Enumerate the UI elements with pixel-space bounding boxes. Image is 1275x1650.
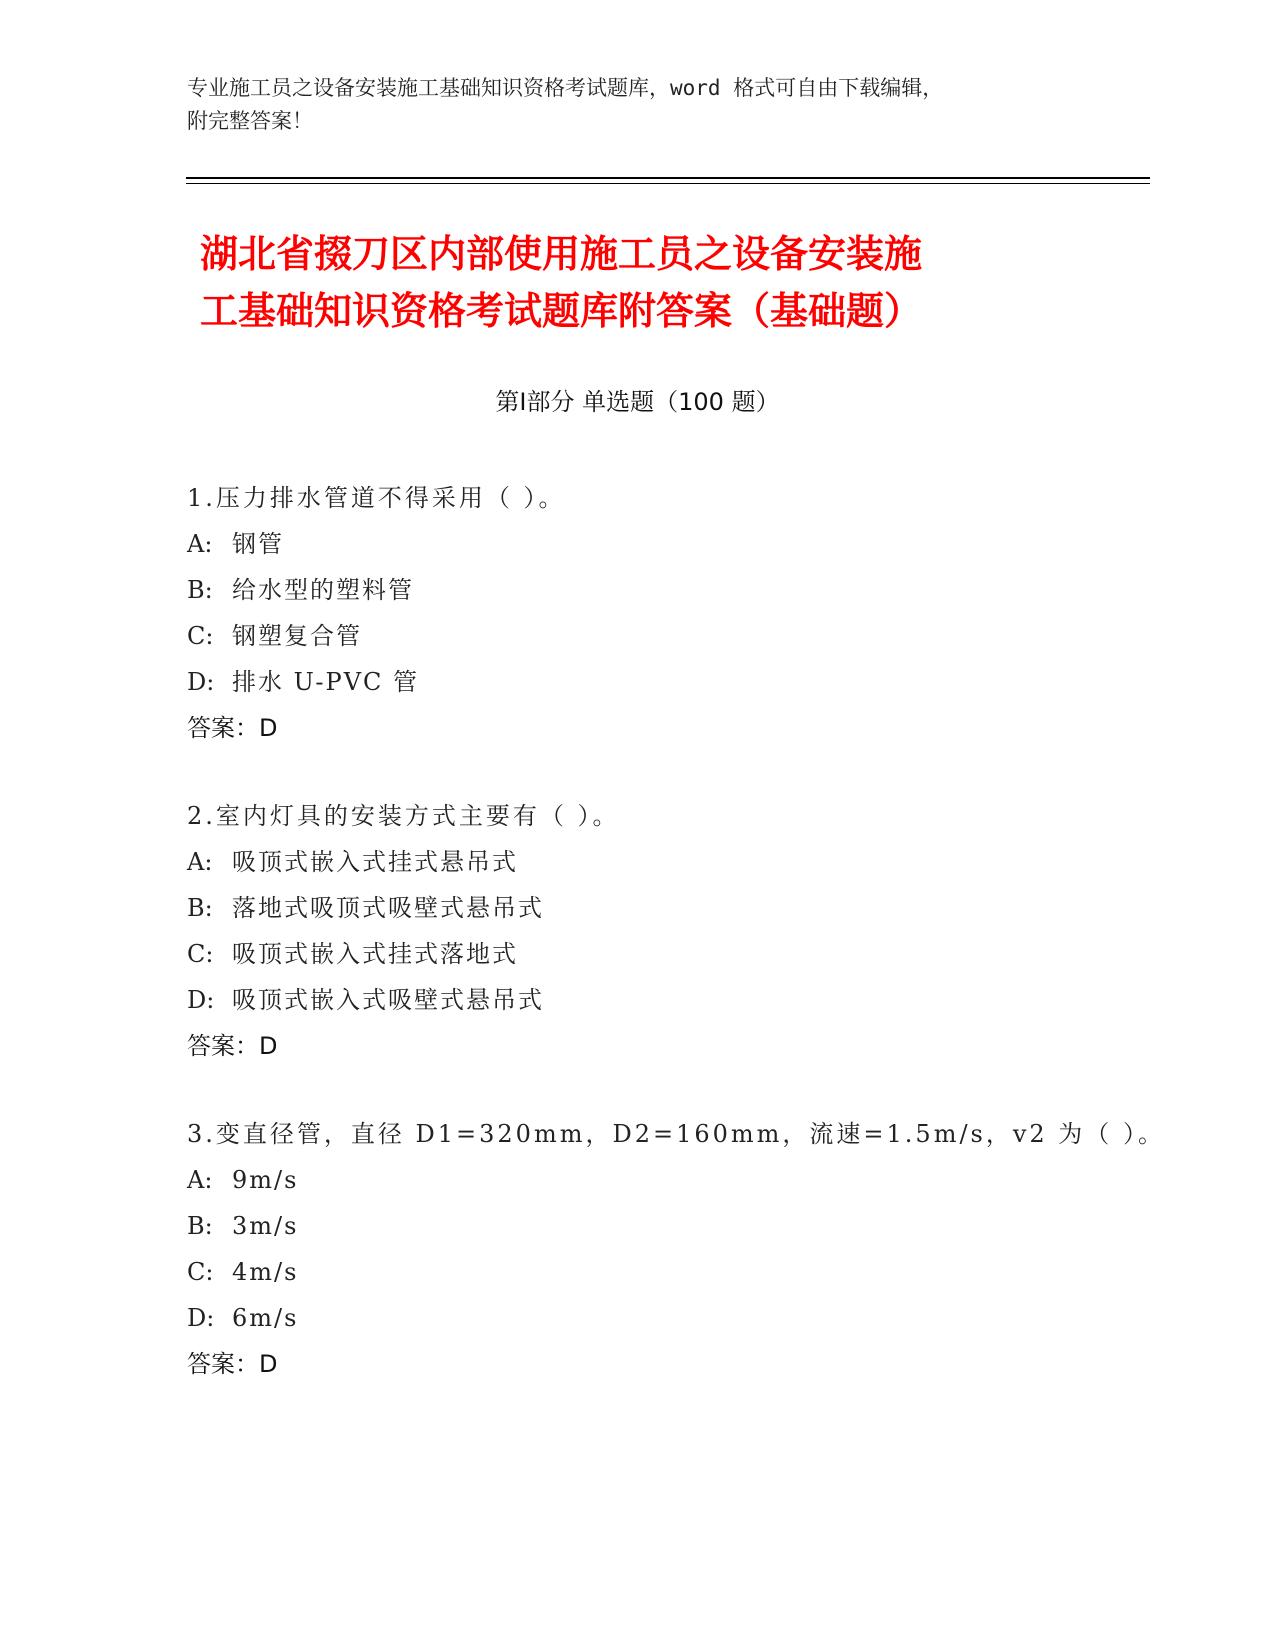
option-a bbox=[187, 1157, 1087, 1203]
option-text: 4m/s bbox=[232, 1258, 299, 1286]
option-label: D: bbox=[187, 1304, 215, 1332]
option-label: B: bbox=[187, 576, 213, 604]
option-b bbox=[187, 1203, 1087, 1249]
option-label: D: bbox=[187, 986, 215, 1014]
option-label: A: bbox=[187, 1166, 213, 1194]
option-text: 6m/s bbox=[232, 1304, 299, 1332]
header-divider-thin bbox=[186, 183, 1150, 184]
option-text: 落地式吸顶式吸壁式悬吊式 bbox=[232, 894, 544, 922]
question-item bbox=[187, 1111, 1165, 1387]
option-d bbox=[187, 1295, 1087, 1341]
option-label: C: bbox=[187, 1258, 214, 1286]
option-a bbox=[187, 521, 1087, 567]
answer-line: 答案：D bbox=[187, 714, 278, 742]
option-text: 吸顶式嵌入式挂式悬吊式 bbox=[232, 848, 518, 876]
option-c bbox=[187, 613, 1087, 659]
option-text: 钢塑复合管 bbox=[232, 622, 362, 650]
option-text: 9m/s bbox=[232, 1166, 299, 1194]
question-item bbox=[187, 475, 1087, 751]
header-note-line-2: 附完整答案！ bbox=[187, 109, 313, 133]
answer-line: 答案：D bbox=[187, 1350, 278, 1378]
option-c bbox=[187, 1249, 1087, 1295]
question-stem: 3.变直径管，直径 D1=320mm，D2=160mm，流速=1.5m/s，v2 为（ ）。 bbox=[187, 1120, 1165, 1148]
question-stem: 1.压力排水管道不得采用（ ）。 bbox=[187, 484, 566, 512]
option-text: 吸顶式嵌入式挂式落地式 bbox=[232, 940, 518, 968]
document-title bbox=[200, 226, 1100, 340]
question-item bbox=[187, 793, 1087, 1069]
document-title-line-2: 工基础知识资格考试题库附答案（基础题） bbox=[200, 289, 923, 333]
option-c bbox=[187, 931, 1087, 977]
option-label: A: bbox=[187, 530, 213, 558]
option-d bbox=[187, 659, 1087, 705]
option-text: 排水 U-PVC 管 bbox=[232, 668, 420, 696]
option-label: B: bbox=[187, 894, 213, 922]
option-label: A: bbox=[187, 848, 213, 876]
option-label: D: bbox=[187, 668, 215, 696]
header-divider-thick bbox=[186, 177, 1150, 179]
option-a bbox=[187, 839, 1087, 885]
header-note-line-1: 专业施工员之设备安装施工基础知识资格考试题库，word 格式可自由下载编辑， bbox=[187, 76, 944, 100]
question-list bbox=[187, 475, 1165, 1429]
option-text: 给水型的塑料管 bbox=[232, 576, 414, 604]
answer-line: 答案：D bbox=[187, 1032, 278, 1060]
option-label: C: bbox=[187, 940, 214, 968]
option-label: C: bbox=[187, 622, 214, 650]
option-b bbox=[187, 567, 1087, 613]
option-d bbox=[187, 977, 1087, 1023]
section-heading: 第Ⅰ部分 单选题（100 题） bbox=[495, 388, 780, 416]
option-label: B: bbox=[187, 1212, 213, 1240]
document-title-line-1: 湖北省掇刀区内部使用施工员之设备安装施 bbox=[200, 232, 923, 276]
question-stem: 2.室内灯具的安装方式主要有（ ）。 bbox=[187, 802, 620, 830]
option-b bbox=[187, 885, 1087, 931]
option-text: 3m/s bbox=[232, 1212, 299, 1240]
option-text: 吸顶式嵌入式吸壁式悬吊式 bbox=[232, 986, 544, 1014]
option-text: 钢管 bbox=[232, 530, 284, 558]
header-note bbox=[187, 72, 1067, 138]
